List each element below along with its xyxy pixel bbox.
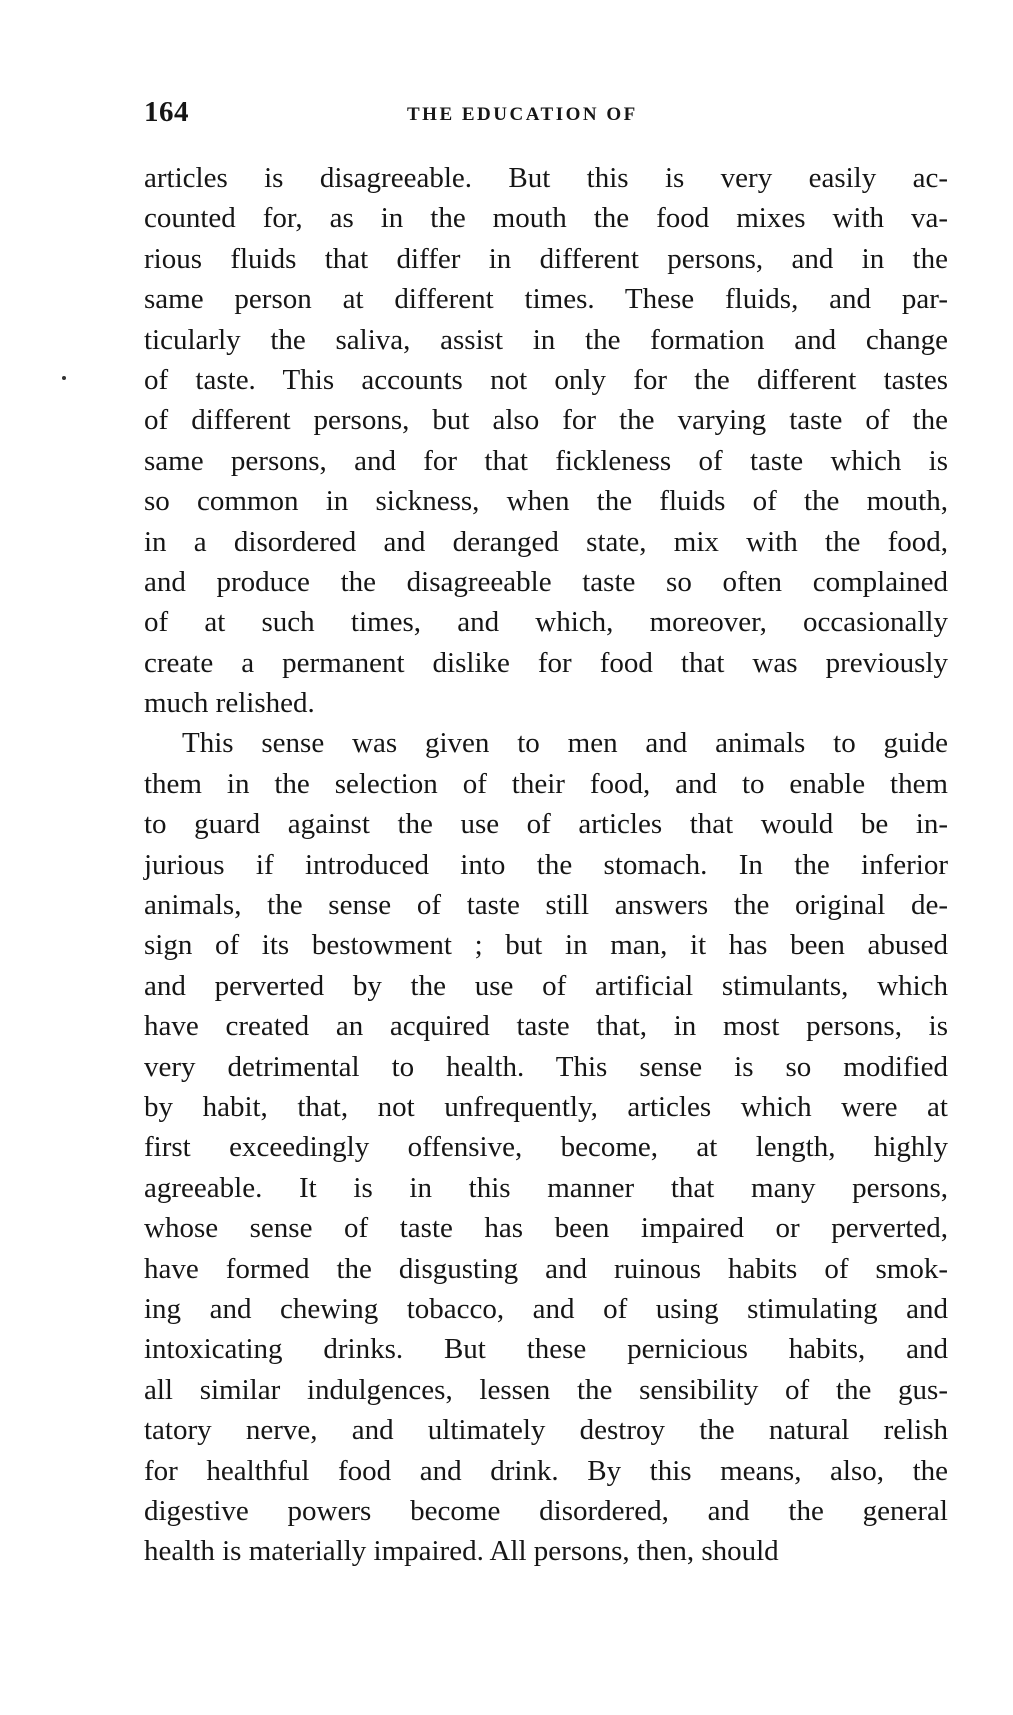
text-line: articles is disagreeable. But this is very easily ac- <box>144 162 948 194</box>
text-line: digestive powers become disordered, and the general <box>144 1494 948 1527</box>
text-line: intoxicating drinks. But these pernicious habits, and <box>144 1333 948 1366</box>
text-line: very detrimental to health. This sense is so modified <box>144 1050 948 1083</box>
text-line: This sense was given to men and animals to guide <box>182 727 948 760</box>
text-line: health is materially impaired. All persons, then, should <box>144 1535 779 1568</box>
text-line: counted for, as in the mouth the food mixes with va- <box>144 202 948 235</box>
text-line: ing and chewing tobacco, and of using stimulating and <box>144 1292 948 1325</box>
page-header <box>144 96 944 132</box>
text-line: all similar indulgences, lessen the sensibility of the gus- <box>144 1373 948 1406</box>
text-line: for healthful food and drink. By this means, also, the <box>144 1454 948 1487</box>
text-line: by habit, that, not unfrequently, articles which were at <box>144 1090 948 1123</box>
text-line: of taste. This accounts not only for the different tastes <box>144 363 948 396</box>
text-line: much relished. <box>144 687 315 720</box>
text-line: animals, the sense of taste still answers the original de- <box>144 889 948 922</box>
text-line: them in the selection of their food, and to enable them <box>144 767 948 800</box>
paragraph <box>144 723 948 1571</box>
text-line: first exceedingly offensive, become, at length, highly <box>144 1131 948 1164</box>
text-line: same persons, and for that fickleness of taste which is <box>144 444 948 477</box>
text-line: tatory nerve, and ultimately destroy the natural relish <box>144 1414 948 1447</box>
text-line: create a permanent dislike for food that was previously <box>144 646 948 679</box>
text-line: whose sense of taste has been impaired or perverted, <box>144 1212 948 1245</box>
ink-speck <box>62 376 66 380</box>
text-line: and produce the disagreeable taste so often complained <box>144 565 948 598</box>
text-line: so common in sickness, when the fluids of the mouth, <box>144 485 948 518</box>
running-head: THE EDUCATION OF <box>407 104 638 125</box>
page-number: 164 <box>144 96 189 128</box>
text-line: and perverted by the use of artificial stimulants, which <box>144 969 948 1002</box>
text-line: rious fluids that differ in different persons, and in the <box>144 242 948 275</box>
text-line: ticularly the saliva, assist in the formation and change <box>144 323 948 356</box>
text-line: agreeable. It is in this manner that many persons, <box>144 1171 948 1204</box>
text-line: of different persons, but also for the varying taste of the <box>144 404 948 437</box>
text-line: of at such times, and which, moreover, occasionally <box>144 606 948 639</box>
text-line: in a disordered and deranged state, mix with the food, <box>144 525 948 558</box>
text-line: have formed the disgusting and ruinous habits of smok- <box>144 1252 948 1285</box>
text-line: same person at different times. These fluids, and par- <box>144 283 948 316</box>
text-line: sign of its bestowment ; but in man, it has been abused <box>144 929 948 962</box>
body-text <box>144 158 948 1572</box>
text-line: jurious if introduced into the stomach. In the inferior <box>144 848 948 881</box>
paragraph <box>144 158 948 723</box>
text-line: have created an acquired taste that, in most persons, is <box>144 1010 948 1043</box>
text-line: to guard against the use of articles that would be in- <box>144 808 948 841</box>
